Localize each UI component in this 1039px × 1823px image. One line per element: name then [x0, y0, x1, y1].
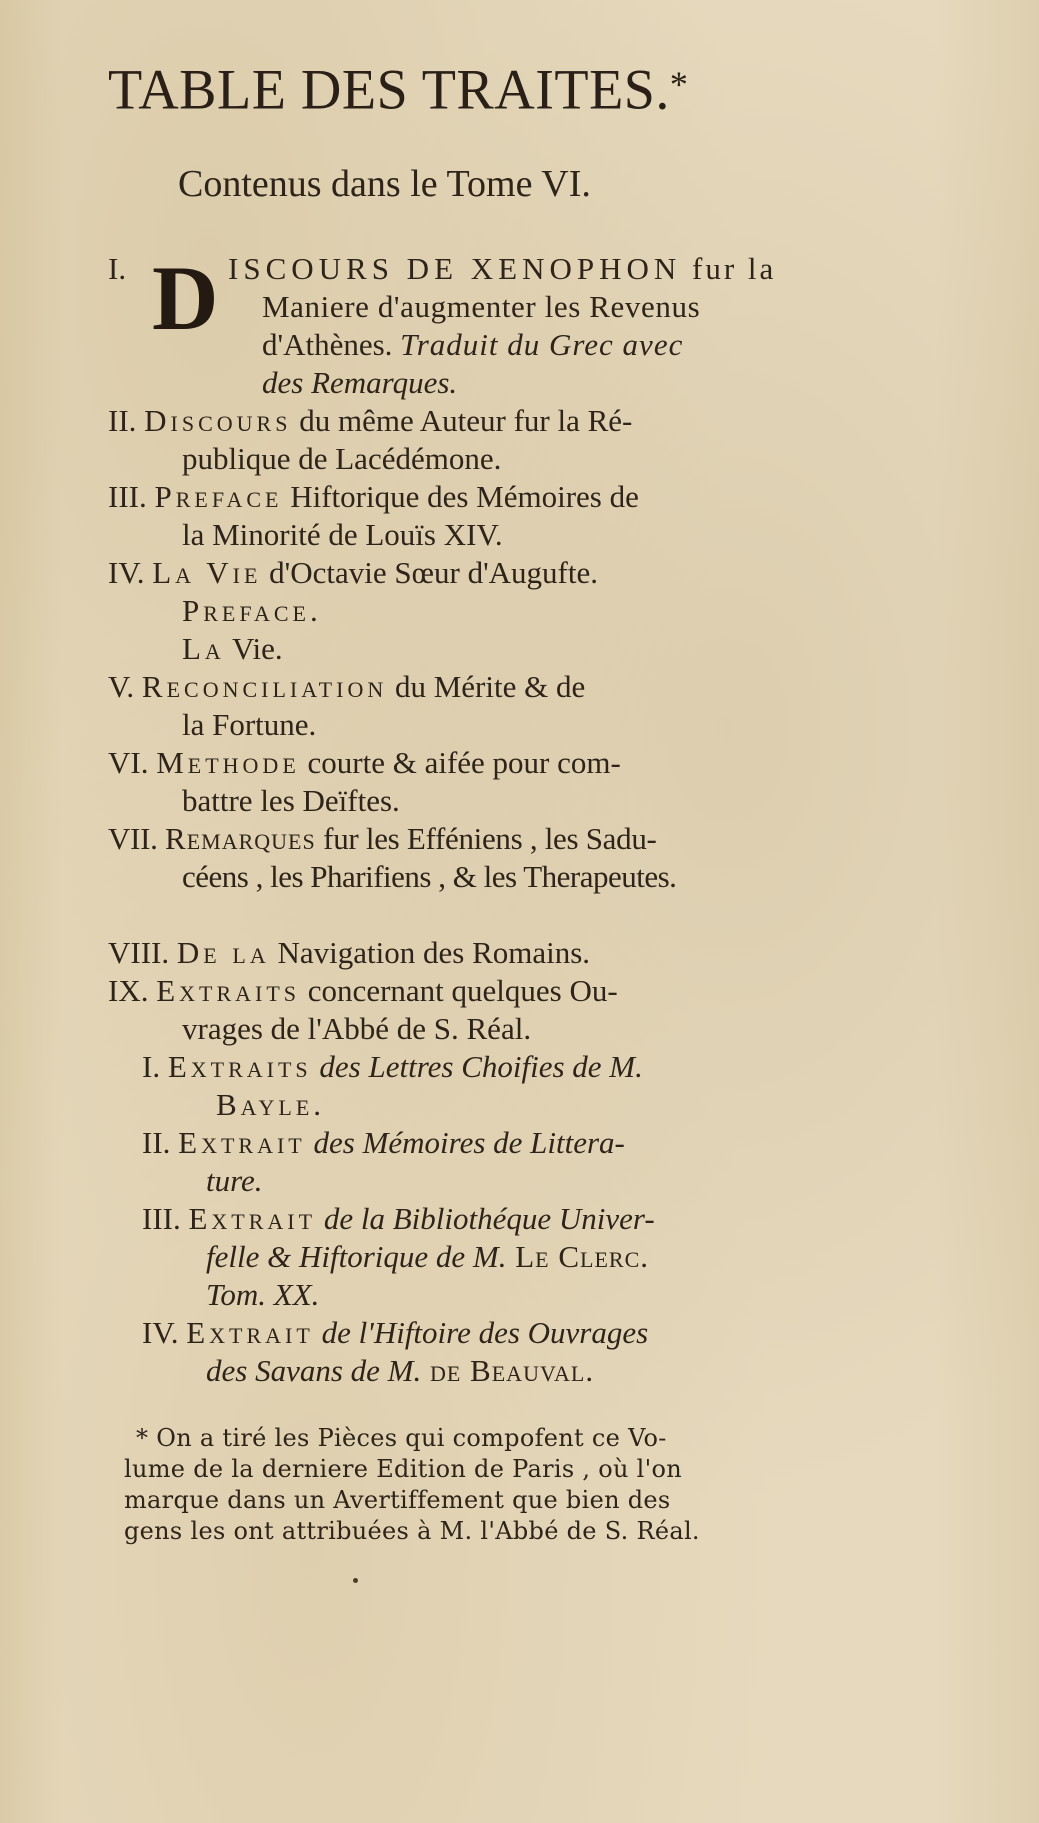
- entry-text: courte & aifée pour com-: [299, 745, 621, 780]
- entry-text: Navigation des Romains.: [269, 935, 591, 970]
- entry-line: battre les Deïftes.: [182, 783, 400, 818]
- footnote-marker: *: [669, 64, 689, 106]
- sub-entry-italic: des Lettres Choifies de M.: [311, 1049, 643, 1084]
- sub-entry-line: [142, 1127, 625, 1158]
- entry-text: d'Athènes.: [262, 327, 401, 362]
- sub-entry-author: de Beauval.: [421, 1353, 595, 1388]
- sub-entry-line: [182, 633, 283, 664]
- sub-entry-italic: de l'Hiftoire des Ouvrages: [313, 1315, 649, 1350]
- sub-entry-heading: Extraits: [167, 1049, 312, 1084]
- entry-heading: Remarques: [165, 821, 316, 856]
- page-subtitle: Contenus dans le Tome VI.: [178, 163, 591, 205]
- entry-line: [108, 975, 618, 1006]
- sub-entry-number: IV.: [142, 1315, 179, 1350]
- sub-entry-line: Bayle.: [216, 1087, 326, 1122]
- entry-line: Maniere d'augmenter les Revenus: [262, 289, 701, 324]
- entry-line: [108, 405, 632, 436]
- ink-speck: [353, 1578, 358, 1583]
- entry-text: du Mérite & de: [387, 669, 586, 704]
- sub-entry-heading: La: [182, 631, 225, 666]
- sub-entry-number: III.: [142, 1201, 181, 1236]
- sub-entry-line: [142, 1317, 648, 1348]
- footnote-line: lume de la derniere Edition de Paris , où l'on: [124, 1455, 683, 1483]
- sub-entry-line: Tom. XX.: [206, 1277, 320, 1312]
- sub-entry-line: ture.: [206, 1163, 263, 1198]
- entry-line: la Fortune.: [182, 707, 317, 742]
- drop-cap: D: [152, 247, 219, 349]
- sub-entry-line: [206, 1355, 594, 1386]
- entry-heading: Discours: [144, 403, 292, 438]
- entry-number: VIII.: [108, 935, 170, 970]
- footnote-line: marque dans un Avertiffement que bien des: [124, 1486, 671, 1514]
- entry-line: [108, 747, 621, 778]
- entry-number: I.: [108, 251, 127, 286]
- entry-line: céens , les Pharifiens , & les Therapeutes.: [182, 859, 677, 894]
- entry-heading: De la: [176, 935, 270, 970]
- entry-italic: Traduit du Grec avec: [400, 327, 684, 362]
- entry-number: IV.: [108, 555, 145, 590]
- sub-entry-italic: felle & Hiftorique de M.: [206, 1239, 507, 1274]
- entry-heading: Methode: [156, 745, 300, 780]
- sub-entry-author: Le Clerc.: [506, 1239, 649, 1274]
- entry-line: [108, 481, 639, 512]
- entry-heading: ISCOURS DE XENOPHON: [228, 251, 682, 286]
- entry-line: [228, 253, 776, 284]
- title-text: TABLE DES TRAITES.: [108, 58, 670, 122]
- entry-heading: Reconciliation: [141, 669, 388, 704]
- sub-entry-heading: Extrait: [186, 1315, 314, 1350]
- entry-line: publique de Lacédémone.: [182, 441, 502, 476]
- entry-number: III.: [108, 479, 147, 514]
- entry-text: Hiftorique des Mémoires de: [282, 479, 639, 514]
- entry-text: fur les Efféniens , les Sadu-: [315, 821, 657, 856]
- entry-number: V.: [108, 669, 135, 704]
- sub-entry-heading: Preface.: [182, 593, 322, 628]
- entry-number: II.: [108, 403, 137, 438]
- entry-text: d'Octavie Sœur d'Augufte.: [261, 555, 598, 590]
- sub-entry-number: II.: [142, 1125, 171, 1160]
- entry-heading: Extraits: [156, 973, 301, 1008]
- entry-line: [262, 329, 683, 360]
- sub-entry-italic: de la Bibliothéque Univer-: [316, 1201, 655, 1236]
- sub-entry-text: Vie.: [224, 631, 283, 666]
- entry-line: [108, 823, 657, 854]
- entry-number: VII.: [108, 821, 158, 856]
- entry-line: [108, 937, 590, 968]
- entry-text: concernant quelques Ou-: [300, 973, 618, 1008]
- entry-heading: Preface: [154, 479, 283, 514]
- entry-line: [108, 671, 585, 702]
- sub-entry-number: I.: [142, 1049, 161, 1084]
- entry-line: vrages de l'Abbé de S. Réal.: [182, 1011, 532, 1046]
- entry-line: des Remarques.: [262, 365, 458, 400]
- entry-number: IX.: [108, 973, 149, 1008]
- sub-entry-line: [142, 1203, 655, 1234]
- entry-line: [108, 557, 598, 588]
- sub-entry-line: [206, 1241, 649, 1272]
- sub-entry-line: [142, 1051, 643, 1082]
- entry-line: la Minorité de Louïs XIV.: [182, 517, 503, 552]
- footnote-line: * On a tiré les Pièces qui compofent ce Vo-: [136, 1424, 667, 1452]
- page-title: [108, 57, 688, 122]
- entry-text: fur la: [681, 251, 777, 286]
- entry-text: du même Auteur fur la Ré-: [291, 403, 633, 438]
- entry-heading: La Vie: [152, 555, 262, 590]
- sub-entry-italic: des Savans de M.: [206, 1353, 422, 1388]
- sub-entry-heading: Extrait: [178, 1125, 306, 1160]
- entry-number: VI.: [108, 745, 149, 780]
- footnote-line: gens les ont attribuées à M. l'Abbé de S. Réal.: [124, 1517, 700, 1545]
- sub-entry-italic: des Mémoires de Littera-: [305, 1125, 625, 1160]
- sub-entry-heading: Extrait: [188, 1201, 317, 1236]
